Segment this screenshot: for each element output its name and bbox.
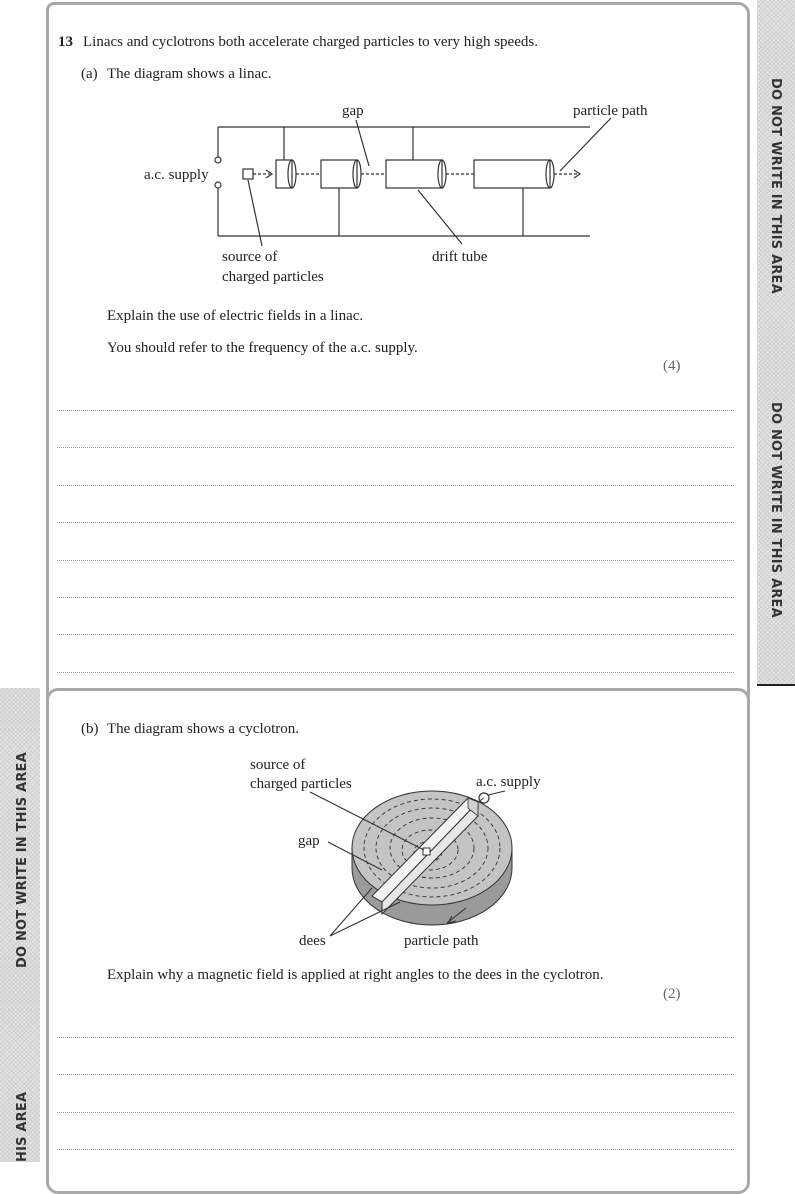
- linac-label-ac-supply: a.c. supply: [144, 167, 209, 183]
- cyclotron-label-source-1: source of: [250, 757, 306, 773]
- cyclotron-label-particle-path: particle path: [404, 933, 479, 949]
- cyclotron-label-gap: gap: [298, 833, 320, 849]
- left-margin-warning-bottom: HIS AREA: [15, 1091, 30, 1162]
- part-b-label: (b): [81, 721, 99, 737]
- cyclotron-label-dees: dees: [299, 933, 326, 949]
- question-stem: Linacs and cyclotrons both accelerate charged particles to very high speeds.: [83, 34, 538, 50]
- part-a-hint: You should refer to the frequency of the a.c. supply.: [107, 340, 418, 356]
- linac-label-particle-path: particle path: [573, 103, 648, 119]
- part-b-prompt: Explain why a magnetic field is applied at right angles to the dees in the cyclotron.: [107, 967, 604, 983]
- answer-line[interactable]: [57, 410, 734, 411]
- part-b-marks: (2): [663, 986, 681, 1002]
- cyclotron-diagram: [0, 740, 795, 960]
- linac-label-source-2: charged particles: [222, 269, 324, 285]
- right-margin-warning-middle: DO NOT WRITE IN THIS AREA: [768, 402, 783, 618]
- answer-line[interactable]: [57, 1037, 734, 1038]
- drift-tube: [276, 160, 296, 188]
- part-a-intro: The diagram shows a linac.: [107, 66, 272, 82]
- part-b-intro: The diagram shows a cyclotron.: [107, 721, 300, 737]
- left-margin-warning-middle: DO NOT WRITE IN THIS AREA: [15, 752, 30, 968]
- answer-line[interactable]: [57, 485, 734, 486]
- answer-line[interactable]: [57, 1074, 734, 1075]
- linac-source-box: [243, 169, 253, 179]
- question-number: 13: [58, 34, 73, 50]
- answer-line[interactable]: [57, 597, 734, 598]
- drift-tube: [321, 160, 361, 188]
- part-a-prompt: Explain the use of electric fields in a linac.: [107, 308, 364, 324]
- ac-terminal-top: [215, 157, 221, 163]
- answer-line[interactable]: [57, 634, 734, 635]
- part-a-marks: (4): [663, 358, 681, 374]
- linac-label-source-1: source of: [222, 249, 278, 265]
- drift-tube: [386, 160, 446, 188]
- answer-line[interactable]: [57, 1149, 734, 1150]
- linac-label-gap: gap: [342, 103, 364, 119]
- drift-tube: [474, 160, 554, 188]
- cyclotron-source: [423, 848, 430, 855]
- cyclotron-label-source-2: charged particles: [250, 776, 352, 792]
- ac-terminal-bottom: [215, 182, 221, 188]
- answer-line[interactable]: [57, 522, 734, 523]
- answer-line[interactable]: [57, 672, 734, 673]
- right-margin-divider: [757, 684, 795, 686]
- right-margin-warning-top: DO NOT WRITE IN THIS AREA: [768, 78, 783, 294]
- part-a-label: (a): [81, 66, 98, 82]
- linac-diagram: [0, 0, 795, 300]
- answer-line[interactable]: [57, 447, 734, 448]
- cyclotron-label-ac-supply: a.c. supply: [476, 774, 541, 790]
- answer-line[interactable]: [57, 560, 734, 561]
- answer-line[interactable]: [57, 1112, 734, 1113]
- linac-label-drift-tube: drift tube: [432, 249, 488, 265]
